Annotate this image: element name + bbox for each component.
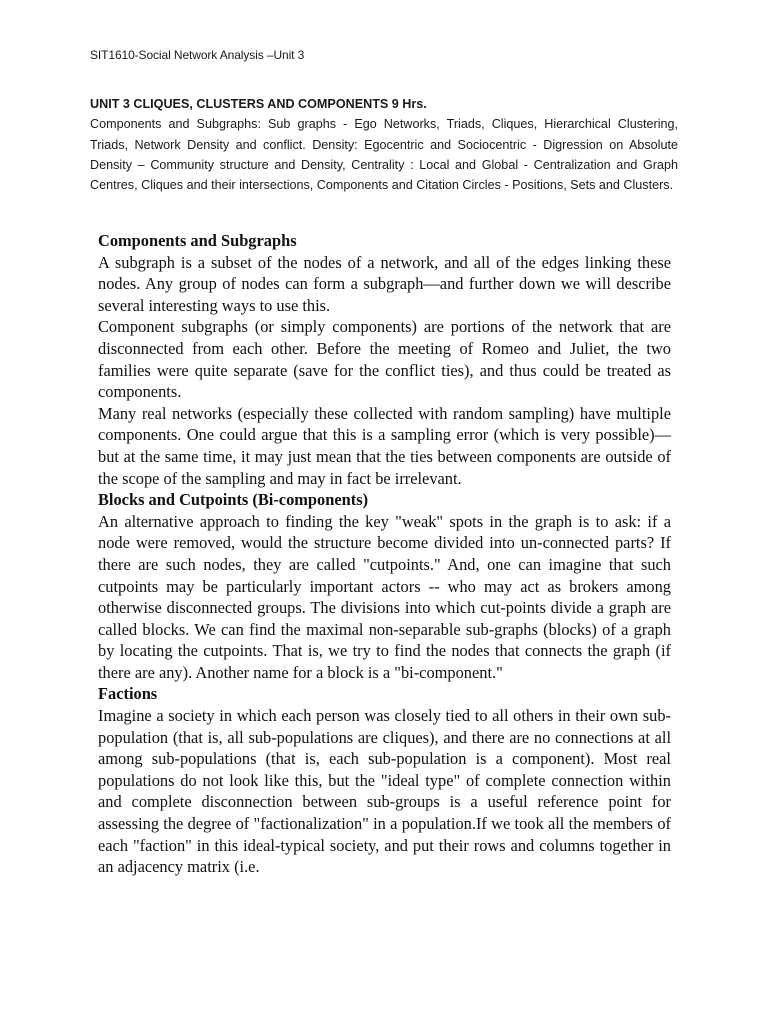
- syllabus-body: Components and Subgraphs: Sub graphs - Ego Networks, Triads, Cliques, Hierarchical Clustering, Triads, Network Density and conflict. Density: Egocentric and Sociocentric - Digression on Absolute Density – Community structure and Density, Centrality : Local and Global - Centralization and Graph Centres, Cliques and their intersections, Components and Citation Circles - Positions, Sets and Clusters.: [90, 117, 678, 193]
- section-heading-blocks: Blocks and Cutpoints (Bi-components): [98, 490, 369, 510]
- unit-title: UNIT 3 CLIQUES, CLUSTERS AND COMPONENTS 9 Hrs.: [90, 97, 427, 111]
- main-content: [98, 230, 671, 878]
- section-heading-factions: Factions: [98, 684, 158, 704]
- paragraph: Many real networks (especially these collected with random sampling) have multiple components. One could argue that this is a sampling error (which is very possible)—but at the same time, it may just mean that the ties between components are outside of the scope of the sampling and may in fact be irrelevant.: [98, 403, 671, 488]
- section-heading-components: Components and Subgraphs: [98, 231, 297, 250]
- paragraph: Imagine a society in which each person was closely tied to all others in their own sub-population (that is, all sub-populations are cliques), and there are no connections at all among sub-populations (that is, each sub-population is a component). Most real populations do not look like this, but the "ideal type" of complete connection within and complete disconnection between sub-groups is a useful reference point for assessing the degree of "factionalization" in a population.If we took all the members of each "faction" in this ideal-typical society, and put their rows and columns together in an adjacency matrix (i.e.: [98, 706, 671, 877]
- paragraph: Component subgraphs (or simply components) are portions of the network that are disconnected from each other. Before the meeting of Romeo and Juliet, the two families were quite separate (save for the conflict ties), and thus could be treated as components.: [98, 317, 671, 402]
- paragraph: A subgraph is a subset of the nodes of a network, and all of the edges linking these nodes. Any group of nodes can form a subgraph—and further down we will describe several interesting ways to use this.: [98, 252, 671, 315]
- running-header: SIT1610-Social Network Analysis –Unit 3: [90, 48, 305, 62]
- syllabus-block: [90, 94, 678, 195]
- paragraph: An alternative approach to finding the key "weak" spots in the graph is to ask: if a node were removed, would the structure become divided into un-connected parts? If there are such nodes, they are called "cutpoints." And, one can imagine that such cutpoints may be particularly important actors -- who may act as brokers among otherwise disconnected groups. The divisions into which cut-points divide a graph are called blocks. We can find the maximal non-separable sub-graphs (blocks) of a graph by locating the cutpoints. That is, we try to find the nodes that connects the graph (if there are any). Another name for a block is a "bi-component.": [98, 511, 671, 682]
